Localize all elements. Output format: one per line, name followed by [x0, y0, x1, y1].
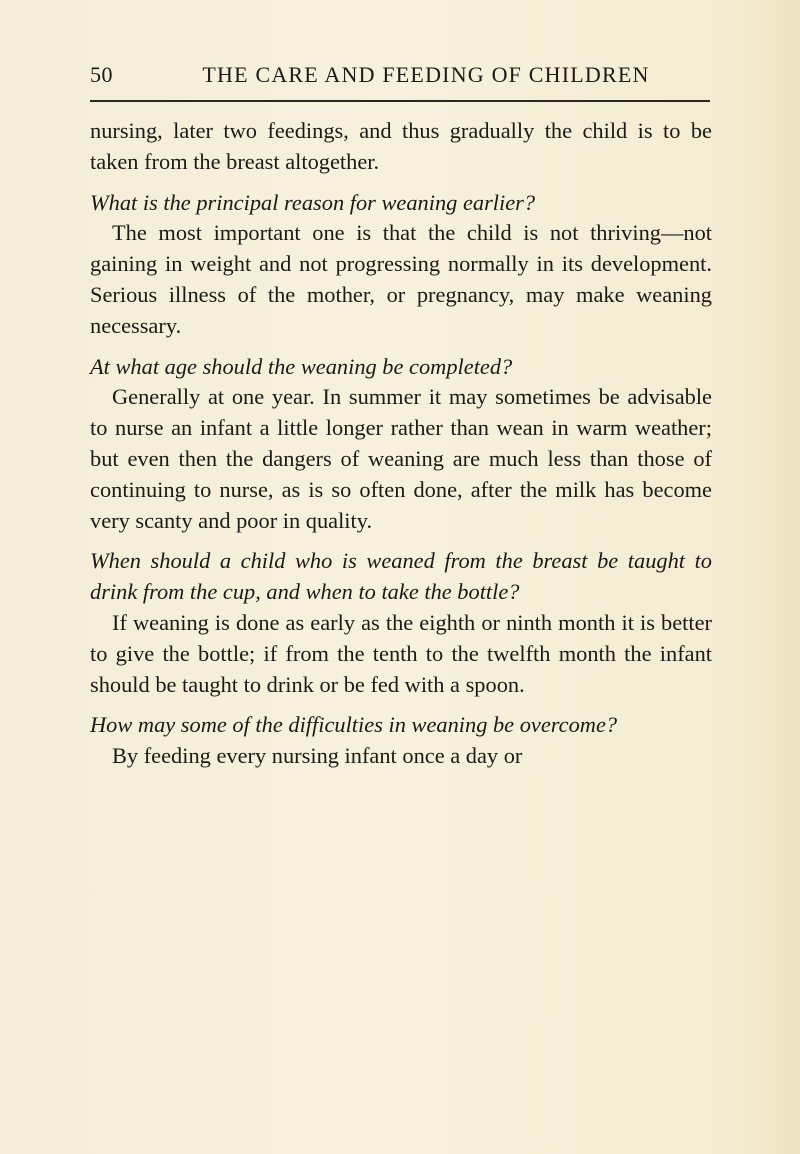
answer-weaning-reason: The most important one is that the child is not thriving—not gaining in weight and not progressing normally in its development. Serious illness of the mother, or pregnancy, may make weaning necessary.	[90, 220, 712, 338]
paragraph-continuation: nursing, later two feedings, and thus gradually the child is to be taken from the breast altogether.	[90, 118, 712, 174]
page-number: 50	[90, 62, 113, 87]
answer-weaning-age: Generally at one year. In summer it may sometimes be advisable to nurse an infant a little longer rather than wean in warm weather; but even then the dangers of weaning are much less than those of continuing to nurse, as is so often done, after the milk has become very scanty and poor in quality.	[90, 384, 712, 533]
answer-cup-or-bottle: If weaning is done as early as the eighth or ninth month it is better to give the bottle; if from the tenth to the twelfth month the infant should be taught to drink or be fed with a spoon.	[90, 609, 712, 697]
question-weaning-difficulties: How may some of the difficulties in weaning be overcome?	[90, 712, 618, 738]
question-weaning-reason: What is the principal reason for weaning earlier?	[90, 189, 536, 215]
answer-weaning-difficulties: By feeding every nursing infant once a day or	[112, 743, 523, 769]
body-text	[90, 116, 712, 772]
running-head: THE CARE AND FEEDING OF CHILDREN	[202, 62, 650, 87]
header-rule	[90, 100, 710, 102]
page-header	[90, 52, 710, 92]
question-weaning-age: At what age should the weaning be completed?	[90, 353, 513, 379]
question-cup-or-bottle: When should a child who is weaned from the breast be taught to drink from the cup, and when to take the bottle?	[90, 548, 712, 605]
